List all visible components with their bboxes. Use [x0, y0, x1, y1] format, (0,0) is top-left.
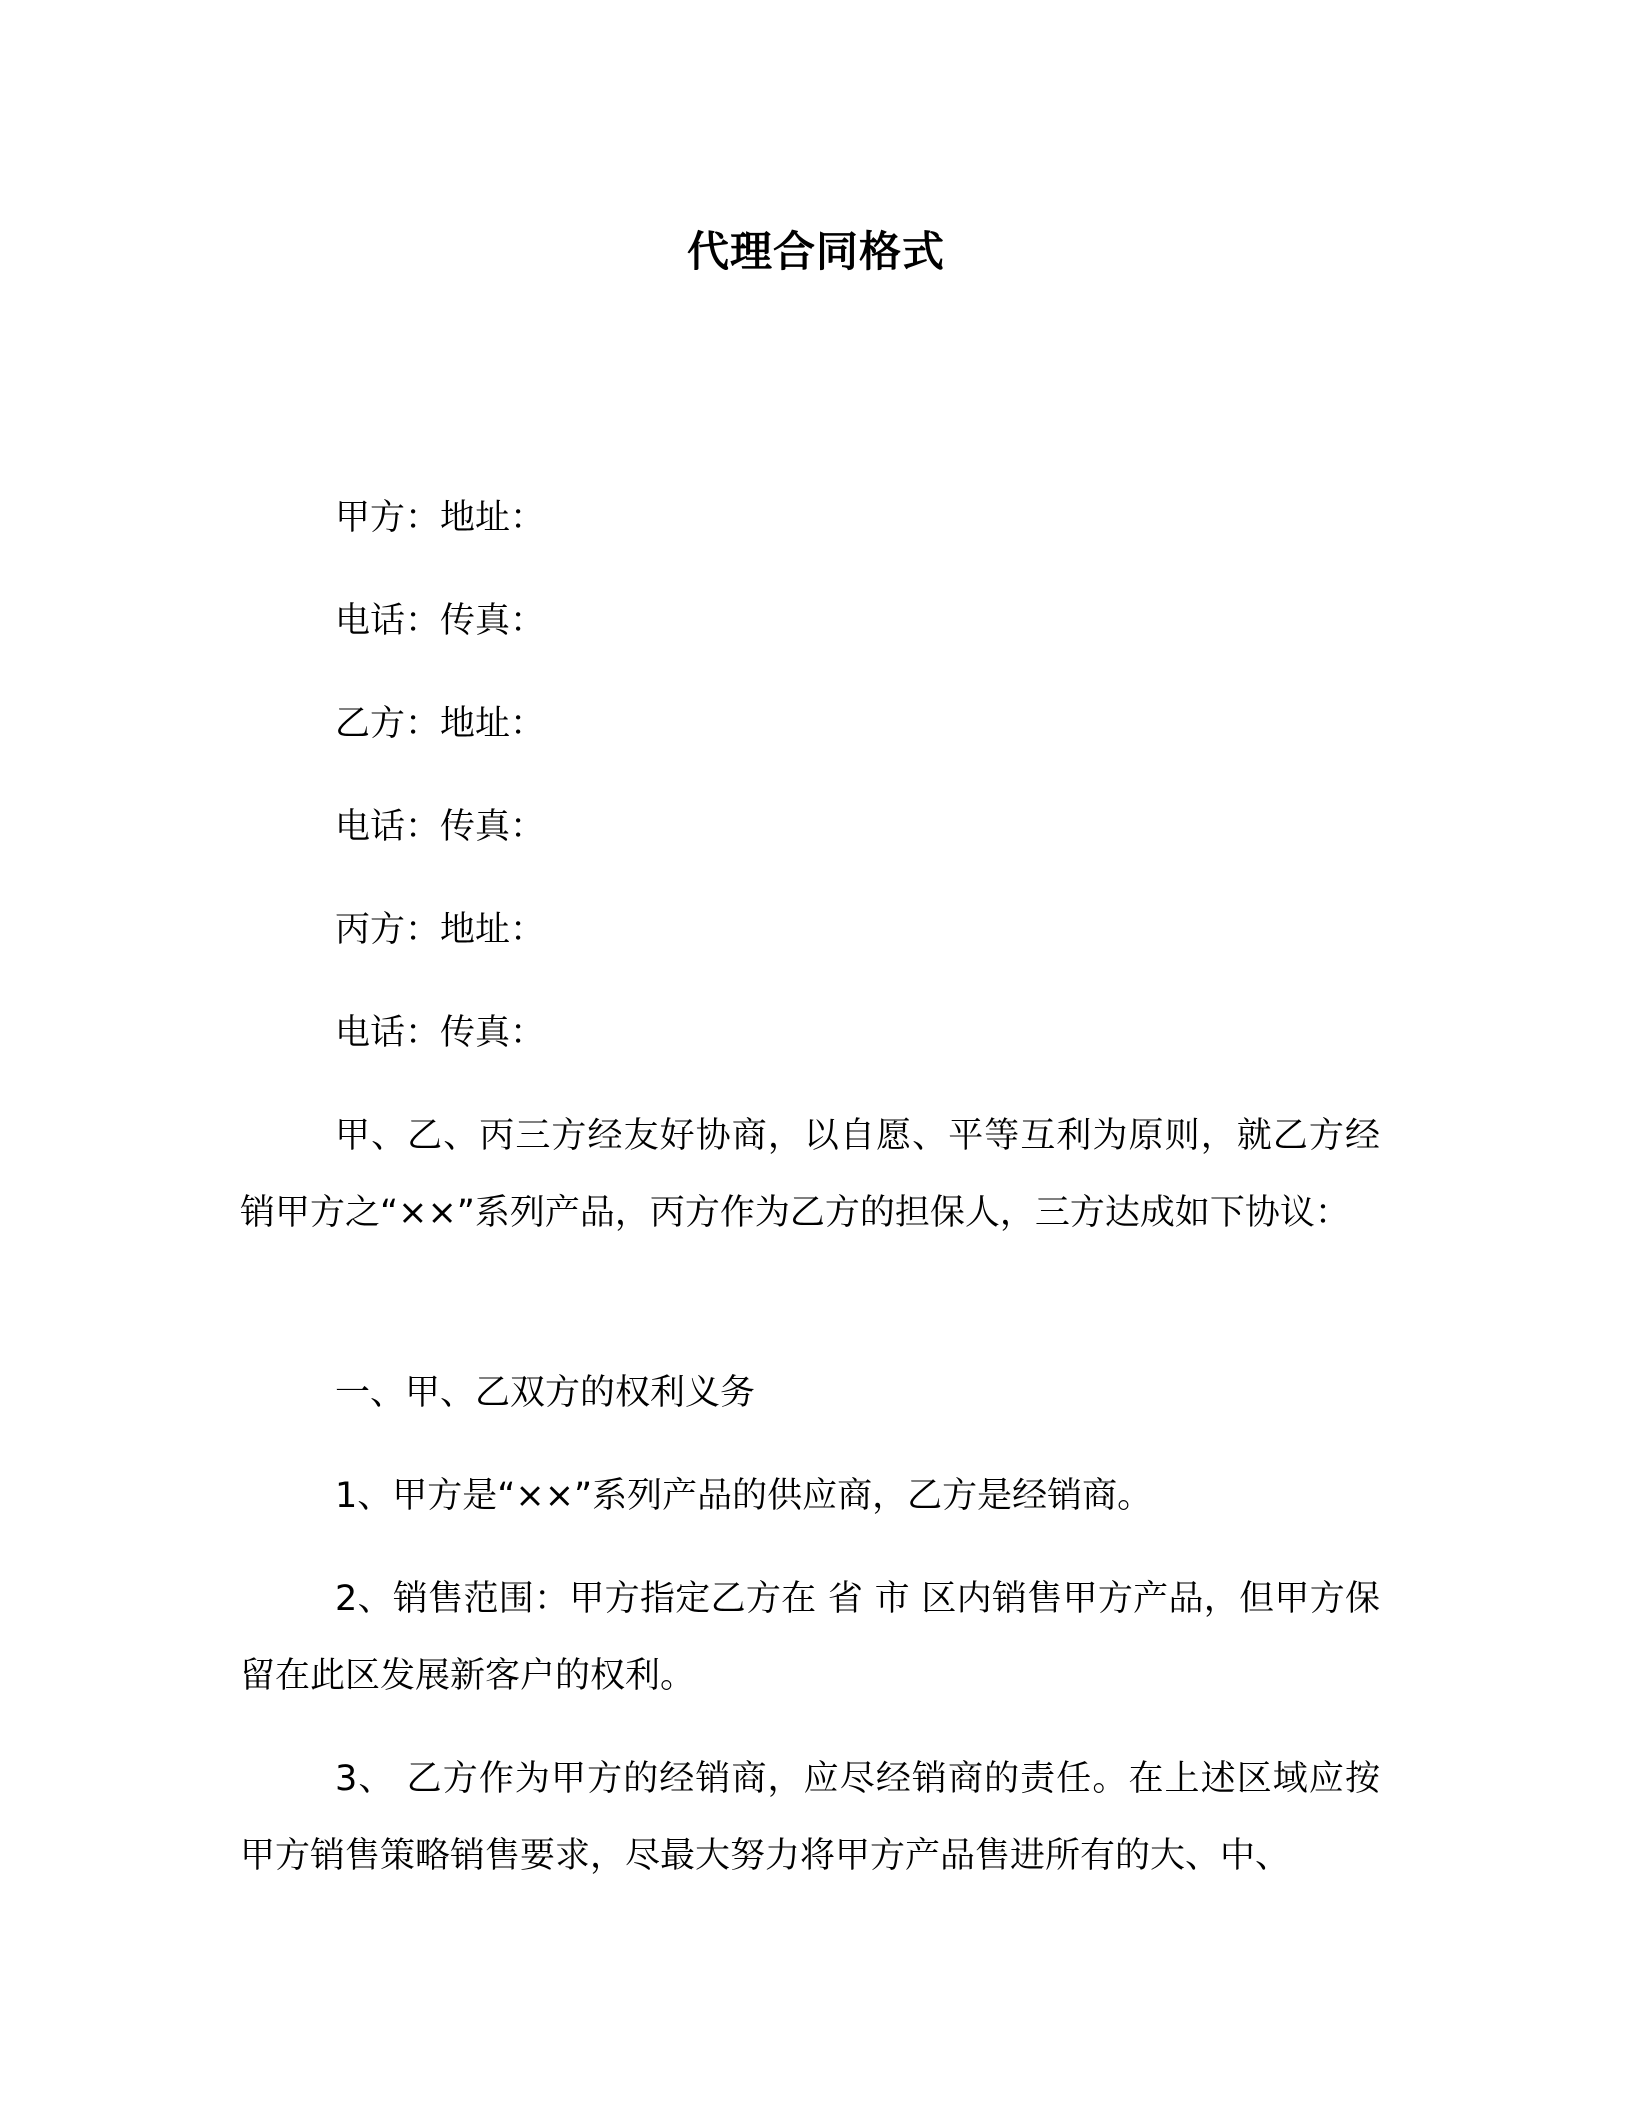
clause-1: 1、甲方是“××”系列产品的供应商，乙方是经销商。 [335, 1476, 1153, 1516]
clause-2: 2、销售范围：甲方指定乙方在 省 市 区内销售甲方产品，但甲方保留在此区发展新客户的权利。 [240, 1579, 1380, 1696]
party-c-address-line: 丙方：地址： [335, 910, 546, 950]
clause-3: 3、 乙方作为甲方的经销商，应尽经销商的责任。在上述区域应按甲方销售策略销售要求，尽最大努力将甲方产品售进所有的大、中、 [240, 1759, 1380, 1876]
party-b-address-line: 乙方：地址： [335, 704, 546, 744]
party-b-phone-line: 电话：传真： [335, 807, 546, 847]
party-c-phone-line: 电话：传真： [335, 1013, 546, 1053]
document-title: 代理合同格式 [686, 227, 945, 276]
party-a-address-line: 甲方：地址： [335, 498, 546, 538]
section-heading: 一、甲、乙双方的权利义务 [335, 1373, 756, 1413]
intro-paragraph: 甲、乙、丙三方经友好协商，以自愿、平等互利为原则，就乙方经销甲方之“××”系列产品，丙方作为乙方的担保人，三方达成如下协议： [240, 1116, 1380, 1233]
party-a-phone-line: 电话：传真： [335, 601, 546, 641]
